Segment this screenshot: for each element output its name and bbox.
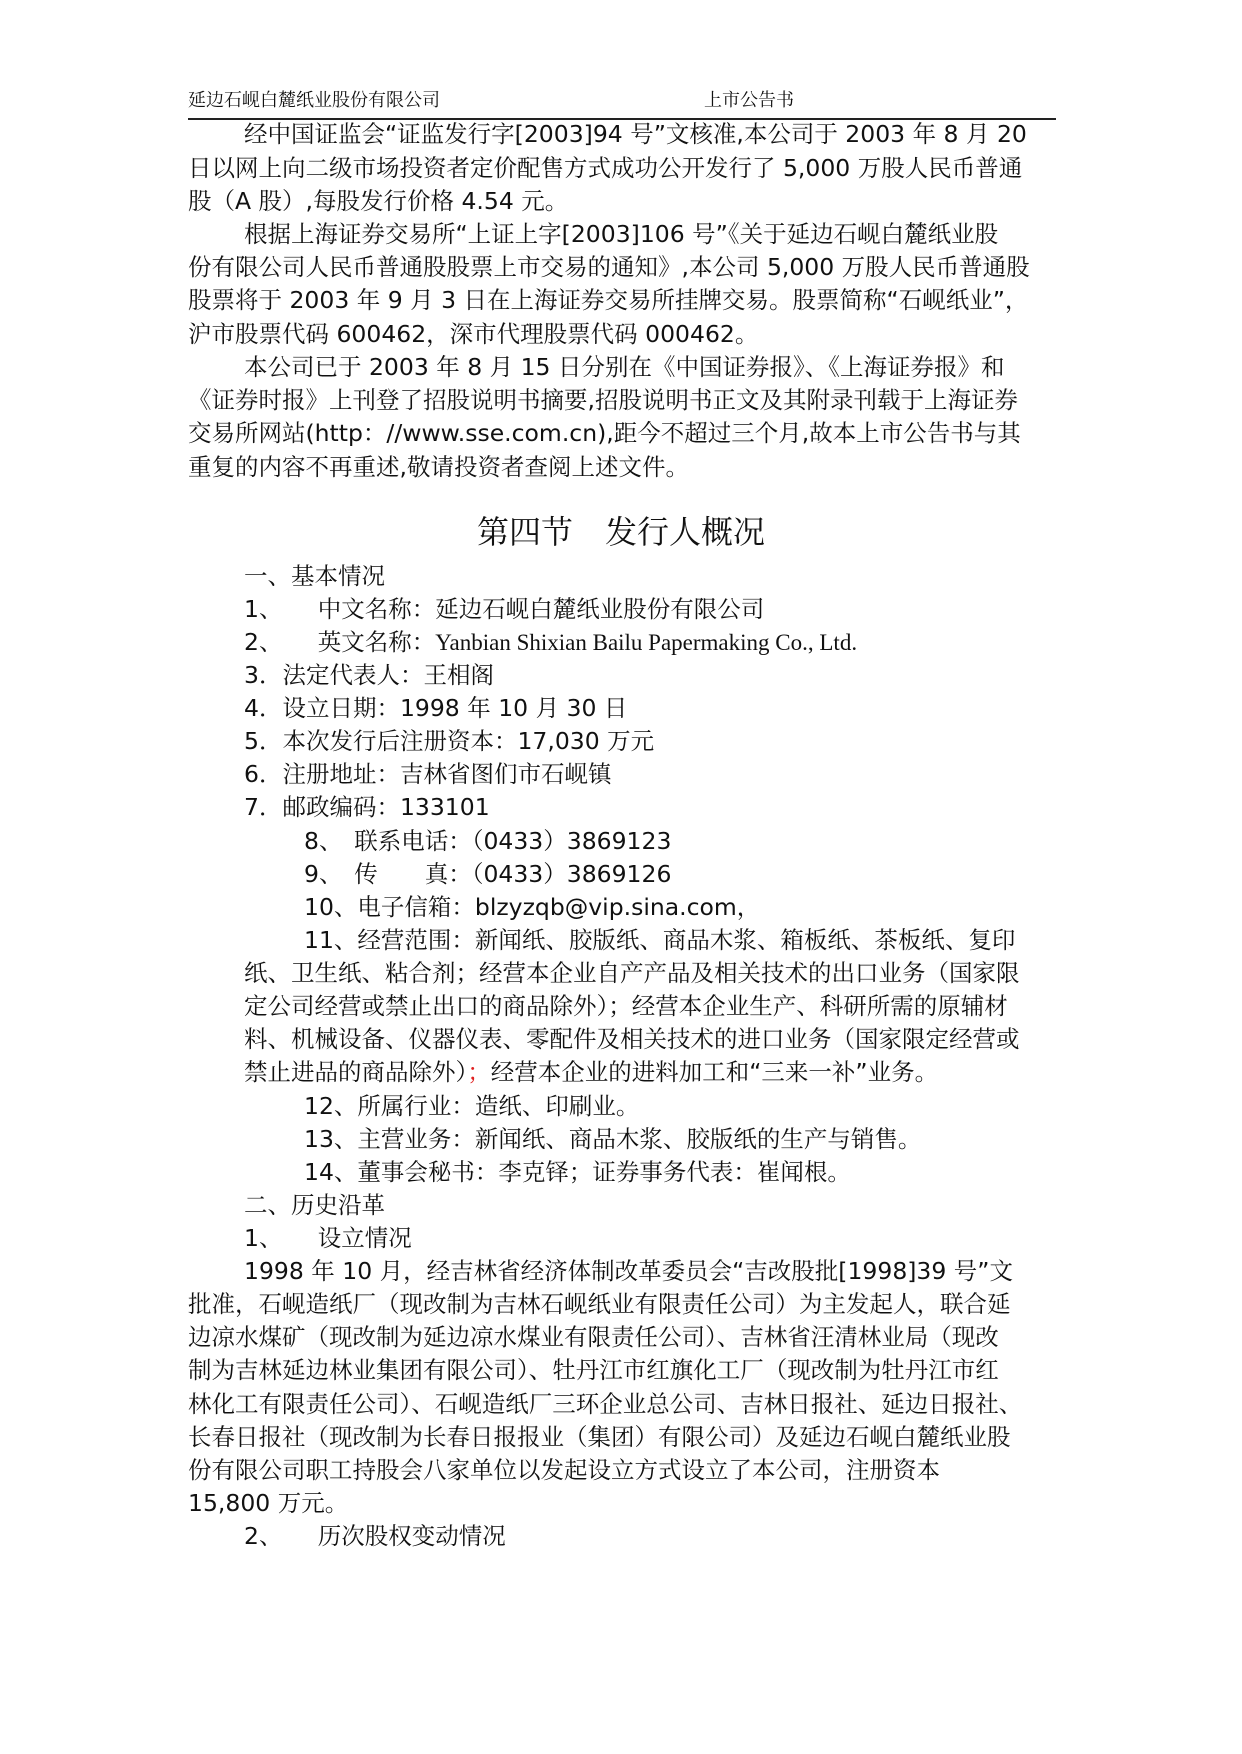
english-name-label: 2、 英文名称：	[244, 628, 436, 656]
paragraph-line: 股（A 股）,每股发行价格 4.54 元。	[188, 187, 569, 215]
paragraph-line: 重复的内容不再重述,敬请投资者查阅上述文件。	[188, 453, 689, 481]
registered-address: 6．注册地址：吉林省图们市石岘镇	[244, 760, 612, 788]
history-paragraph-line: 15,800 万元。	[188, 1489, 349, 1517]
paragraph-line: 经中国证监会“证监发行字[2003]94 号”文核准,本公司于 2003 年 8 月 20	[244, 120, 1027, 148]
history-paragraph-line: 份有限公司职工持股会八家单位以发起设立方式设立了本公司，注册资本	[188, 1456, 940, 1484]
header-company: 延边石岘白麓纸业股份有限公司	[188, 90, 440, 111]
paragraph-line: 交易所网站(http：//www.sse.com.cn),距今不超过三个月,故本上市公告书与其	[188, 419, 1021, 447]
paragraph-line: 日以网上向二级市场投资者定价配售方式成功公开发行了 5,000 万股人民币普通	[188, 154, 1023, 182]
paragraph-line: 根据上海证券交易所“上证上字[2003]106 号”《关于延边石岘白麓纸业股	[244, 220, 999, 248]
equity-changes-subheading: 2、 历次股权变动情况	[244, 1522, 506, 1550]
english-name-value: Yanbian Shixian Bailu Papermaking Co., Ltd.	[435, 630, 858, 655]
section-title: 第四节 发行人概况	[476, 513, 765, 551]
business-scope-line: 纸、卫生纸、粘合剂；经营本企业自产产品及相关技术的出口业务（国家限	[244, 959, 1020, 987]
legal-representative: 3．法定代表人：王相阁	[244, 661, 494, 689]
history-paragraph-line: 长春日报社（现改制为长春日报报业（集团）有限公司）及延边石岘白麓纸业股	[188, 1423, 1011, 1451]
contact-phone: 8、 联系电话：（0433）3869123	[304, 827, 672, 855]
paragraph-line: 股票将于 2003 年 9 月 3 日在上海证券交易所挂牌交易。股票简称“石岘纸业”，	[188, 286, 1029, 314]
history-paragraph-line: 批准，石岘造纸厂（现改制为吉林石岘纸业有限责任公司）为主发起人，联合延	[188, 1290, 1011, 1318]
email: 10、电子信箱：blzyzqb@vip.sina.com，	[304, 893, 761, 921]
board-secretary: 14、董事会秘书：李克铎；证券事务代表：崔闻根。	[304, 1158, 851, 1186]
business-scope-line: 料、机械设备、仪器仪表、零配件及相关技术的进口业务（国家限定经营或	[244, 1025, 1020, 1053]
paragraph-line: 沪市股票代码 600462，深市代理股票代码 000462。	[188, 320, 759, 348]
history-paragraph-line: 制为吉林延边林业集团有限公司）、牡丹江市红旗化工厂（现改制为牡丹江市红	[188, 1356, 999, 1384]
main-business: 13、主营业务：新闻纸、商品木浆、胶版纸的生产与销售。	[304, 1125, 922, 1153]
establishment-date: 4．设立日期：1998 年 10 月 30 日	[244, 694, 628, 722]
basic-info-heading: 一、基本情况	[244, 562, 385, 590]
establishment-subheading: 1、 设立情况	[244, 1224, 412, 1252]
paragraph-line: 份有限公司人民币普通股股票上市交易的通知》,本公司 5,000 万股人民币普通股	[188, 253, 1030, 281]
history-heading: 二、历史沿革	[244, 1191, 385, 1219]
history-paragraph-line: 林化工有限责任公司）、石岘造纸厂三环企业总公司、吉林日报社、延边日报社、	[188, 1390, 1023, 1418]
industry: 12、所属行业：造纸、印刷业。	[304, 1092, 640, 1120]
page-header	[188, 88, 1056, 120]
business-scope-line: 11、经营范围：新闻纸、胶版纸、商品木浆、箱板纸、茶板纸、复印	[304, 926, 1016, 954]
red-semicolon: ；	[467, 1058, 491, 1086]
business-scope-text: 经营本企业的进料加工和“三来一补”业务。	[490, 1058, 939, 1086]
fax: 9、 传 真：（0433）3869126	[304, 860, 672, 888]
paragraph-line: 《证券时报》上刊登了招股说明书摘要,招股说明书正文及其附录刊载于上海证券	[188, 386, 1018, 414]
business-scope-text: 禁止进品的商品除外）	[244, 1058, 468, 1086]
english-name	[244, 626, 857, 659]
paragraph-line: 本公司已于 2003 年 8 月 15 日分别在《中国证券报》、《上海证券报》和	[244, 353, 1005, 381]
business-scope-line: 定公司经营或禁止出口的商品除外）；经营本企业生产、科研所需的原辅材	[244, 992, 1008, 1020]
postal-code: 7．邮政编码：133101	[244, 793, 490, 821]
history-paragraph-line: 1998 年 10 月，经吉林省经济体制改革委员会“吉改股批[1998]39 号”文	[244, 1257, 1013, 1285]
chinese-name: 1、 中文名称：延边石岘白麓纸业股份有限公司	[244, 595, 765, 623]
header-doc-type: 上市公告书	[704, 90, 794, 111]
business-scope-line	[244, 1056, 938, 1088]
history-paragraph-line: 边凉水煤矿（现改制为延边凉水煤业有限责任公司）、吉林省汪清林业局（现改	[188, 1323, 999, 1351]
registered-capital: 5．本次发行后注册资本：17,030 万元	[244, 727, 655, 755]
